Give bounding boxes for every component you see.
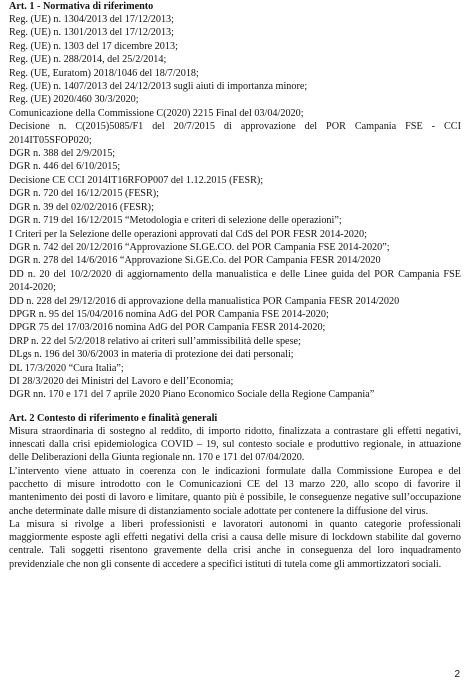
reference-item: DI 28/3/2020 dei Ministri del Lavoro e dell’Economia; xyxy=(9,375,234,387)
reference-item: Reg. (UE) n. 1301/2013 del 17/12/2013; xyxy=(9,27,174,39)
reference-item: DGR nn. 170 e 171 del 7 aprile 2020 Piano Economico Sociale della Regione Campania” xyxy=(9,389,375,401)
article-2 xyxy=(9,412,461,571)
reference-item: DD n. 20 del 10/2/2020 di aggiornamento della manualistica e delle Linee guida del POR Campania FSE 2014-2020; xyxy=(9,268,461,294)
reference-item: Reg. (UE) n. 288/2014, del 25/2/2014; xyxy=(9,54,167,66)
paragraph: La misura si rivolge a liberi professionisti e lavoratori autonomi in quanto categorie professionali maggiormente esposte agli effetti negativi della crisi a causa delle misure di lockdown stabilite dal governo centrale. Tali soggetti risentono gravemente della crisi anche in conseguenza del loro inquadramento previdenziale che non gli consente di accedere a specifici istituti di tutela come gli ammortizzatori sociali. xyxy=(9,518,461,570)
reference-item: DPGR 75 del 17/03/2016 nomina AdG del POR Campania FESR 2014-2020; xyxy=(9,322,326,334)
reference-item: DGR n. 446 del 6/10/2015; xyxy=(9,161,121,173)
reference-item: DL 17/3/2020 “Cura Italia”; xyxy=(9,362,124,374)
reference-item: Decisione CE CCI 2014IT16RFOP007 del 1.12.2015 (FESR); xyxy=(9,174,264,186)
reference-item: Decisione n. C(2015)5085/F1 del 20/7/2015 di approvazione del POR Campania FSE - CCI 2014IT05SFOP020; xyxy=(9,121,461,146)
article-1 xyxy=(9,0,461,402)
reference-item: Reg. (UE) 2020/460 30/3/2020; xyxy=(9,94,139,106)
reference-item: DD n. 228 del 29/12/2016 di approvazione della manualistica POR Campania FESR 2014/2020 xyxy=(9,295,400,307)
reference-item: I Criteri per la Selezione delle operazioni approvati dal CdS del POR FESR 2014-2020; xyxy=(9,228,367,240)
reference-item: DGR n. 719 del 16/12/2015 “Metodologia e criteri di selezione delle operazioni”; xyxy=(9,215,342,227)
document-page xyxy=(9,0,461,571)
paragraph: L’intervento viene attuato in coerenza con le indicazioni formulate dalla Commissione Europea e del pacchetto di misure introdotto con le Comunicazioni CE del 13 marzo 220, allo scopo di favorire il mantenimento dei posti di lavoro e limitare, quanto più è possibile, le conseguenze negative sull’occupazione anche determinate dalle misure di distanziamento sociale adottate per contenere la diffusione del virus. xyxy=(9,465,461,517)
reference-item: Reg. (UE) n. 1407/2013 del 24/12/2013 sugli aiuti di importanza minore; xyxy=(9,81,308,93)
paragraph: Misura straordinaria di sostegno al reddito, di importo ridotto, finalizzata a contrastare gli effetti negativi, innescati dalla crisi epidemiologica COVID – 19, sul contesto sociale e produttivo regionale, in attuazione delle Deliberazioni della Giunta regionale nn. 170 e 171 del 07/04/2020. xyxy=(9,425,461,464)
reference-item: DGR n. 39 del 02/02/2016 (FESR); xyxy=(9,201,154,213)
reference-item: DGR n. 278 del 14/6/2016 “Approvazione Si.GE.Co. del POR Campania FESR 2014/2020 xyxy=(9,255,381,267)
reference-item: Reg. (UE, Euratom) 2018/1046 del 18/7/2018; xyxy=(9,67,199,79)
reference-item: Comunicazione della Commissione C(2020) 2215 Final del 03/04/2020; xyxy=(9,107,304,119)
article-2-title: Art. 2 Contesto di riferimento e finalità generali xyxy=(9,412,218,424)
reference-item: DGR n. 388 del 2/9/2015; xyxy=(9,148,116,160)
page-number: 2 xyxy=(454,669,460,680)
reference-item: DRP n. 22 del 5/2/2018 relativo ai criteri sull’ammissibilità delle spese; xyxy=(9,335,301,347)
reference-item: DGR n. 742 del 20/12/2016 “Approvazione SI.GE.CO. del POR Campania FSE 2014-2020”; xyxy=(9,241,390,253)
reference-list xyxy=(9,13,461,402)
reference-item: Reg. (UE) n. 1304/2013 del 17/12/2013; xyxy=(9,14,174,25)
reference-item: Reg. (UE) n. 1303 del 17 dicembre 2013; xyxy=(9,40,178,52)
reference-item: DGR n. 720 del 16/12/2015 (FESR); xyxy=(9,188,159,200)
reference-item: DPGR n. 95 del 15/04/2016 nomina AdG del POR Campania FSE 2014-2020; xyxy=(9,308,329,320)
article-1-title: Art. 1 - Normativa di riferimento xyxy=(9,1,154,12)
reference-item: DLgs n. 196 del 30/6/2003 in materia di protezione dei dati personali; xyxy=(9,349,294,361)
